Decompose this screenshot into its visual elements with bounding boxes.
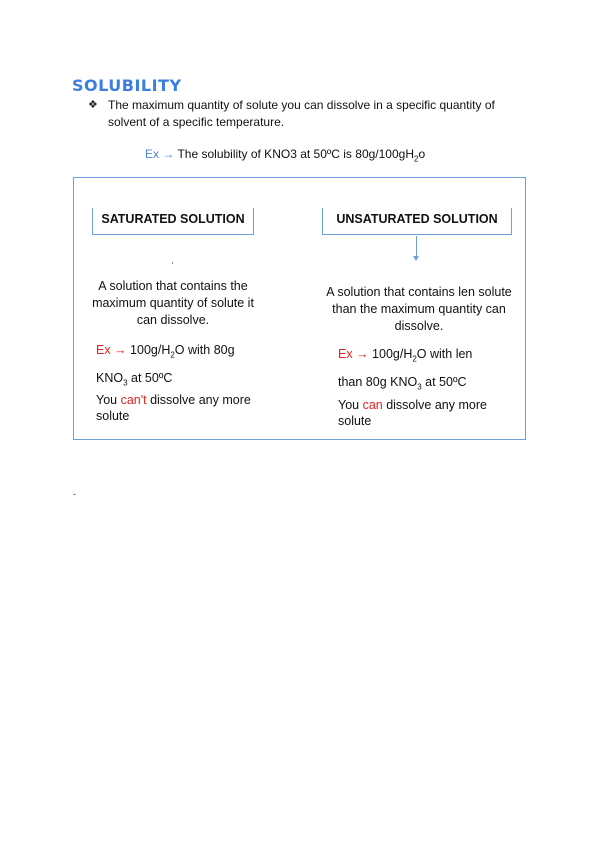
example-suffix: o bbox=[418, 147, 426, 161]
bullet-item bbox=[88, 97, 518, 131]
unsaturated-ex-text-1: 100g/H bbox=[368, 347, 413, 361]
saturated-example bbox=[96, 339, 286, 394]
arrow-down-icon bbox=[416, 236, 417, 260]
unsaturated-column bbox=[300, 178, 526, 439]
unsaturated-title: UNSATURATED SOLUTION bbox=[322, 208, 512, 235]
unsaturated-definition: A solution that contains len solute than the maximum quantity can dissolve. bbox=[326, 285, 512, 333]
section-heading: SOLUBILITY bbox=[72, 76, 182, 95]
saturated-ex-sub-2: 3 bbox=[123, 378, 128, 387]
example-prefix: Ex bbox=[145, 147, 160, 161]
arrow-right-icon: → bbox=[162, 147, 175, 161]
saturated-note-highlight: can't bbox=[120, 393, 147, 407]
saturated-ex-text-2: O with 80g bbox=[174, 343, 235, 357]
saturated-note-pre: You bbox=[96, 393, 121, 407]
unsaturated-note-pre: You bbox=[338, 398, 363, 412]
stray-mark: - bbox=[73, 489, 76, 499]
diamond-bullet-icon: ❖ bbox=[88, 99, 98, 111]
example-text: The solubility of KNO3 at 50ºC is 80g/100gH bbox=[174, 147, 414, 161]
saturated-note bbox=[96, 392, 276, 424]
example-subscript: 2 bbox=[413, 154, 419, 164]
saturated-ex-text-3: KNO bbox=[96, 370, 124, 385]
example-line bbox=[145, 147, 425, 163]
saturated-ex-label: Ex → bbox=[96, 343, 127, 357]
saturated-ex-sub-1: 2 bbox=[170, 350, 175, 360]
unsaturated-note-post: dissolve any more solute bbox=[338, 398, 487, 428]
unsaturated-ex-label: Ex → bbox=[338, 347, 369, 361]
connector-mark bbox=[172, 262, 173, 264]
unsaturated-note-highlight: can bbox=[362, 398, 383, 412]
unsaturated-ex-sub-1: 2 bbox=[412, 354, 417, 364]
unsaturated-ex-sub-2: 3 bbox=[417, 382, 422, 391]
unsaturated-ex-text-4: at 50ºC bbox=[421, 374, 467, 389]
saturated-column bbox=[74, 178, 300, 439]
unsaturated-ex-text-3: than 80g KNO bbox=[338, 374, 418, 389]
unsaturated-note bbox=[338, 397, 518, 429]
unsaturated-example bbox=[338, 343, 528, 398]
saturated-title: SATURATED SOLUTION bbox=[92, 208, 254, 235]
comparison-box bbox=[73, 177, 526, 440]
bullet-text: The maximum quantity of solute you can dissolve in a specific quantity of solvent of a specific temperature. bbox=[108, 98, 495, 129]
unsaturated-ex-text-2: O with len bbox=[416, 347, 473, 361]
saturated-note-post: dissolve any more solute bbox=[96, 393, 251, 423]
saturated-ex-text-4: at 50ºC bbox=[127, 370, 173, 385]
saturated-definition: A solution that contains the maximum quantity of solute it can dissolve. bbox=[92, 279, 254, 327]
saturated-ex-text-1: 100g/H bbox=[126, 343, 171, 357]
